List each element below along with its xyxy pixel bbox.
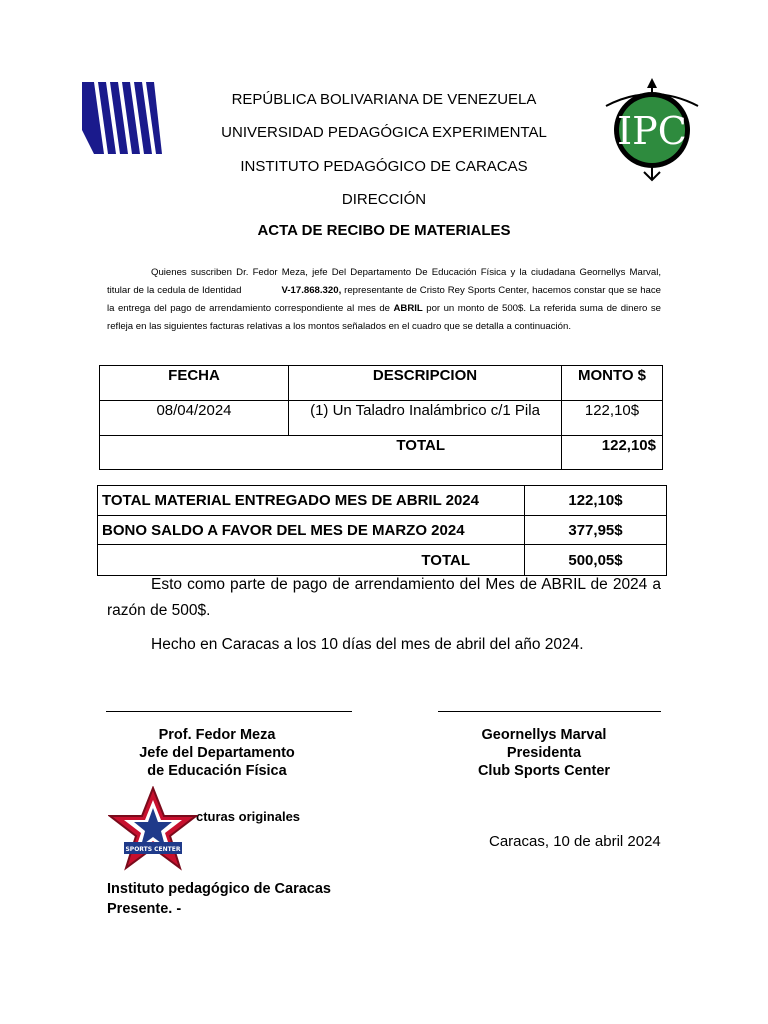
intro-id-number: V-17.868.320, [281,285,342,296]
signature-line-right [438,711,661,712]
invoice-table-header [100,366,663,401]
row-fecha: 08/04/2024 [100,401,289,436]
date-text: Hecho en Caracas a los 10 días del mes de abril del año 2024. [151,636,584,653]
ipc-logo [602,76,702,184]
signature-left-dept: de Educación Física [147,763,287,779]
summary-label-1: TOTAL MATERIAL ENTREGADO MES DE ABRIL 2024 [98,486,525,516]
total-value: 122,10$ [562,436,663,470]
sports-center-logo [108,786,198,872]
summary-table [97,485,667,576]
stamp-text: SPORTS CENTER [125,846,181,853]
ipc-logo-text: IPC [617,109,687,153]
intro-month: ABRIL [393,303,423,314]
invoice-table [99,365,663,470]
intro-part1: Quienes suscriben Dr. Fedor Meza, jefe Del Departamento De Educación Física y la ciudadana Geornellys Marval, titular de la cedula de Identidad [107,267,661,296]
signature-right-org: Club Sports Center [477,763,611,779]
intro-part3: por un monto de 500$. La referida suma de dinero se refleja en las siguientes facturas relativas a los montos señalados en el cuadro que se detalla a continuación. [107,303,661,332]
addressee-line-1: Instituto pedagógico de Caracas [107,881,331,897]
intro-paragraph [107,264,661,336]
signature-left [106,726,328,780]
summary-label-2: BONO SALDO A FAVOR DEL MES DE MARZO 2024 [98,516,525,545]
addressee [107,879,331,919]
summary-total-value: 500,05$ [525,545,667,576]
summary-total-label: TOTAL [98,545,525,576]
summary-value-2: 377,95$ [525,516,667,545]
table-row [98,516,667,545]
col-monto: MONTO $ [562,366,663,401]
signature-right-name: Geornellys Marval [481,727,607,743]
total-label: TOTAL [100,436,562,470]
addressee-line-2: Presente. - [107,901,182,917]
payment-text: Esto como parte de pago de arrendamiento del Mes de ABRIL de 2024 a razón de 500$. [107,576,661,619]
document-title: ACTA DE RECIBO DE MATERIALES [257,222,511,239]
payment-paragraph [107,572,661,624]
col-fecha: FECHA [100,366,289,401]
header-line-4: DIRECCIÓN [341,191,427,208]
upel-logo [80,80,164,156]
date-paragraph [107,632,661,658]
signature-line-left [106,711,352,712]
header-line-1: REPÚBLICA BOLIVARIANA DE VENEZUELA [231,91,537,108]
intro-part2: representante de Cristo Rey Sports Center, hacemos constar que se hace la entrega del pago de arrendamiento correspondiente al mes de [107,285,662,314]
signature-left-name: Prof. Fedor Meza [158,727,276,743]
table-row [100,401,663,436]
facturas-note: cturas originales [196,809,301,824]
place-date: Caracas, 10 de abril 2024 [489,833,661,850]
row-monto: 122,10$ [562,401,663,436]
signature-left-title: Jefe del Departamento [139,745,295,761]
signature-right-title: Presidenta [506,745,582,761]
table-total-row [100,436,663,470]
table-row [98,486,667,516]
summary-value-1: 122,10$ [525,486,667,516]
col-descripcion: DESCRIPCION [289,366,562,401]
table-total-row [98,545,667,576]
row-descripcion: (1) Un Taladro Inalámbrico c/1 Pila [289,401,562,436]
signature-right [444,726,644,780]
header-line-3: INSTITUTO PEDAGÓGICO DE CARACAS [240,158,528,175]
header-line-2: UNIVERSIDAD PEDAGÓGICA EXPERIMENTAL [221,124,547,141]
